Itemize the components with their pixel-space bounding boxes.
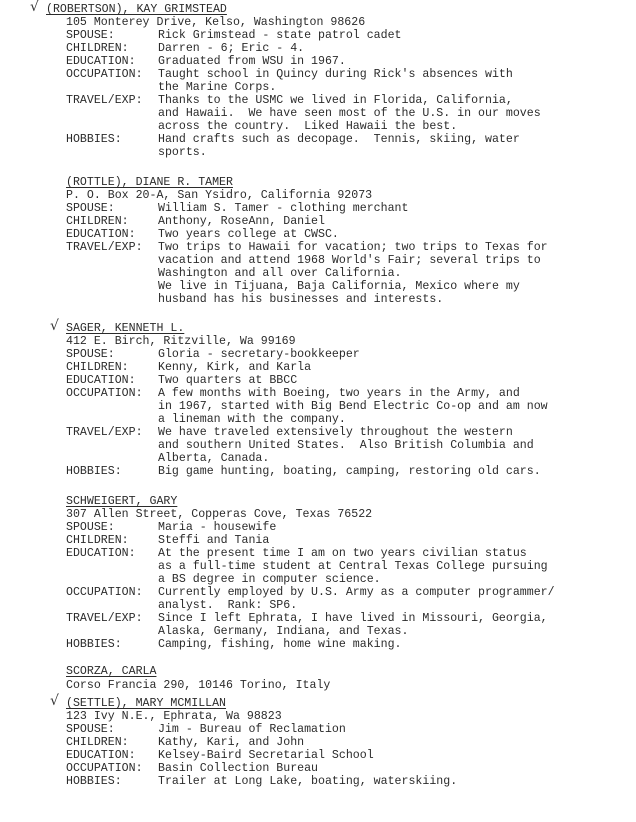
field-value: the Marine Corps. — [158, 81, 277, 94]
field-value: Maria - housewife — [158, 521, 277, 534]
entry-address: 123 Ivy N.E., Ephrata, Wa 98823 — [66, 710, 282, 723]
field-label: SPOUSE: — [66, 202, 115, 215]
field-value: analyst. Rank: SP6. — [158, 599, 298, 612]
field-label: CHILDREN: — [66, 42, 129, 55]
field-label: OCCUPATION: — [66, 387, 143, 400]
entry-name: (ROBERTSON), KAY GRIMSTEAD — [46, 3, 227, 16]
entry-name: SCHWEIGERT, GARY — [66, 495, 178, 508]
field-label: TRAVEL/EXP: — [66, 94, 143, 107]
field-value: Camping, fishing, home wine making. — [158, 638, 402, 651]
field-label: CHILDREN: — [66, 361, 129, 374]
field-label: EDUCATION: — [66, 55, 136, 68]
field-label: EDUCATION: — [66, 228, 136, 241]
field-value: Taught school in Quincy during Rick's absences with — [158, 68, 513, 81]
field-label: SPOUSE: — [66, 348, 115, 361]
field-value: Two years college at CWSC. — [158, 228, 339, 241]
field-value: Washington and all over California. — [158, 267, 402, 280]
field-value: a lineman with the company. — [158, 413, 346, 426]
entry-name: SAGER, KENNETH L. — [66, 322, 185, 335]
entry-name: (ROTTLE), DIANE R. TAMER — [66, 176, 233, 189]
check-mark: √ — [50, 318, 59, 334]
field-label: EDUCATION: — [66, 547, 136, 560]
field-value: Currently employed by U.S. Army as a computer programmer/ — [158, 586, 555, 599]
check-mark: √ — [50, 693, 59, 709]
field-label: SPOUSE: — [66, 723, 115, 736]
field-value: and southern United States. Also British Columbia and — [158, 439, 534, 452]
field-label: HOBBIES: — [66, 465, 122, 478]
field-value: Kathy, Kari, and John — [158, 736, 305, 749]
field-value: Gloria - secretary-bookkeeper — [158, 348, 360, 361]
field-value: vacation and attend 1968 World's Fair; several trips to — [158, 254, 541, 267]
field-value: and Hawaii. We have seen most of the U.S. in our moves — [158, 107, 541, 120]
field-value: husband has his businesses and interests. — [158, 293, 444, 306]
field-value: Alberta, Canada. — [158, 452, 270, 465]
field-value: a BS degree in computer science. — [158, 573, 381, 586]
field-value: We have traveled extensively throughout the western — [158, 426, 513, 439]
field-label: TRAVEL/EXP: — [66, 612, 143, 625]
check-mark: √ — [30, 0, 39, 15]
field-value: A few months with Boeing, two years in the Army, and — [158, 387, 520, 400]
field-value: Since I left Ephrata, I have lived in Missouri, Georgia, — [158, 612, 548, 625]
field-label: SPOUSE: — [66, 29, 115, 42]
field-value: Steffi and Tania — [158, 534, 270, 547]
field-value: Alaska, Germany, Indiana, and Texas. — [158, 625, 409, 638]
field-value: Hand crafts such as decopage. Tennis, skiing, water — [158, 133, 520, 146]
entry-address: Corso Francia 290, 10146 Torino, Italy — [66, 679, 331, 692]
field-value: Rick Grimstead - state patrol cadet — [158, 29, 402, 42]
field-value: We live in Tijuana, Baja California, Mexico where my — [158, 280, 520, 293]
field-label: HOBBIES: — [66, 638, 122, 651]
field-label: OCCUPATION: — [66, 586, 143, 599]
entry-address: 105 Monterey Drive, Kelso, Washington 98626 — [66, 16, 366, 29]
entry-name: (SETTLE), MARY MCMILLAN — [66, 697, 227, 710]
field-value: Darren - 6; Eric - 4. — [158, 42, 305, 55]
field-label: EDUCATION: — [66, 374, 136, 387]
field-value: Jim - Bureau of Reclamation — [158, 723, 346, 736]
field-value: Kenny, Kirk, and Karla — [158, 361, 312, 374]
field-label: SPOUSE: — [66, 521, 115, 534]
field-value: across the country. Liked Hawaii the best. — [158, 120, 458, 133]
field-label: TRAVEL/EXP: — [66, 241, 143, 254]
field-value: Kelsey-Baird Secretarial School — [158, 749, 374, 762]
field-value: Big game hunting, boating, camping, restoring old cars. — [158, 465, 541, 478]
field-value: as a full-time student at Central Texas College pursuing — [158, 560, 548, 573]
field-value: Two trips to Hawaii for vacation; two trips to Texas for — [158, 241, 548, 254]
entry-name: SCORZA, CARLA — [66, 665, 157, 678]
field-label: OCCUPATION: — [66, 68, 143, 81]
field-value: Trailer at Long Lake, boating, waterskiing. — [158, 775, 458, 788]
field-label: EDUCATION: — [66, 749, 136, 762]
field-label: CHILDREN: — [66, 736, 129, 749]
field-value: William S. Tamer - clothing merchant — [158, 202, 409, 215]
field-value: At the present time I am on two years civilian status — [158, 547, 527, 560]
field-value: Thanks to the USMC we lived in Florida, California, — [158, 94, 513, 107]
field-value: in 1967, started with Big Bend Electric Co-op and am now — [158, 400, 548, 413]
entry-address: 412 E. Birch, Ritzville, Wa 99169 — [66, 335, 296, 348]
field-label: TRAVEL/EXP: — [66, 426, 143, 439]
field-label: CHILDREN: — [66, 534, 129, 547]
field-value: sports. — [158, 146, 207, 159]
entry-address: P. O. Box 20-A, San Ysidro, California 92073 — [66, 189, 373, 202]
entry-address: 307 Allen Street, Copperas Cove, Texas 76522 — [66, 508, 373, 521]
field-label: CHILDREN: — [66, 215, 129, 228]
field-value: Graduated from WSU in 1967. — [158, 55, 346, 68]
field-label: HOBBIES: — [66, 775, 122, 788]
field-value: Basin Collection Bureau — [158, 762, 319, 775]
field-value: Anthony, RoseAnn, Daniel — [158, 215, 325, 228]
field-label: OCCUPATION: — [66, 762, 143, 775]
field-value: Two quarters at BBCC — [158, 374, 298, 387]
field-label: HOBBIES: — [66, 133, 122, 146]
